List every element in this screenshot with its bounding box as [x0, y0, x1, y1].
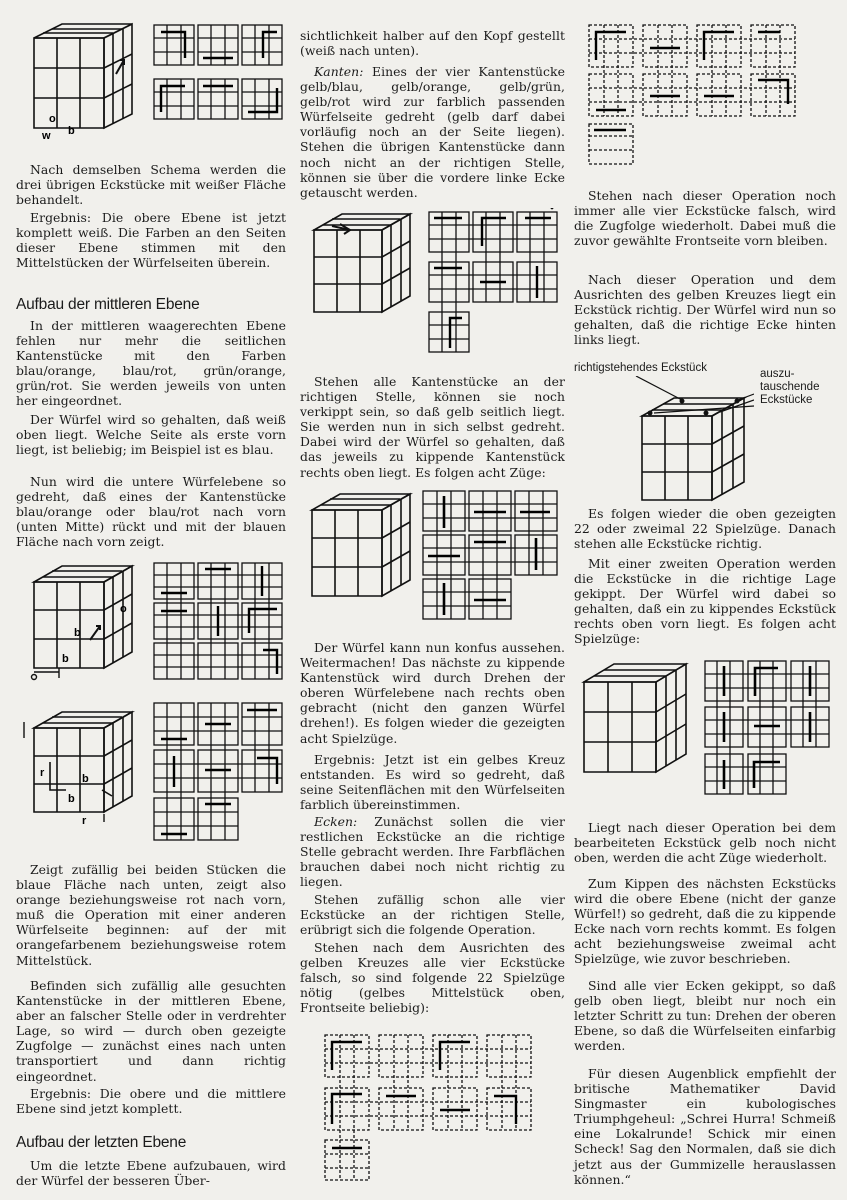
para-augenblick: Für diesen Augenblick empfiehlt der britische Mathematiker David Singmaster ein kubologisches Triumphgeheul: „Schrei Hurra! Schmeiß eine Lokalrunde! Schick mir einen Scheck! Sag den Normalen, daß sie dich jetzt aus der Gummizelle herauslassen können.“	[574, 1066, 836, 1187]
cube-illustration	[20, 702, 144, 826]
para-mittlere-3: Nun wird die untere Würfelebene so gedreht, daß eines der Kantenstücke blau/orange oder blau/rot nach vorn (unten Mitte) rückt und mit der blauen Fläche nach vorn zeigt.	[16, 474, 286, 550]
kanten-label: Kanten:	[314, 64, 364, 79]
move-grid	[704, 660, 834, 800]
para-befinden: Befinden sich zufällig alle gesuchten Kantenstücke in der mittleren Ebene, aber an falscher Stelle oder in verdrehter Lage, so wird — durch oben gezeigte Zugfolge — zunächst eines nach unten transportiert und dann richtig eingeordnet.	[16, 978, 286, 1084]
cube-illustration	[304, 488, 416, 606]
para-sichtlichkeit: sichtlichkeit halber auf den Kopf gestellt (weiß nach unten).	[300, 28, 565, 59]
label-o: o	[120, 603, 127, 615]
para-letzte: Um die letzte Ebene aufzubauen, wird der Würfel der besseren Über-	[16, 1158, 286, 1189]
para-ecken	[300, 814, 565, 889]
para-gelbes-kreuz: Ergebnis: Jetzt ist ein gelbes Kreuz entstanden. Es wird so gedreht, daß seine Seitenflächen mit den Würfelseiten farblich übereinstimmen.	[300, 752, 565, 813]
para-schema: Nach demselben Schema werden die drei übrigen Eckstücke mit weißer Fläche behandelt.	[16, 162, 286, 208]
para-folgen-wieder: Es folgen wieder die oben gezeigten 22 oder zweimal 22 Spielzüge. Danach stehen alle Eckstücke richtig.	[574, 506, 836, 552]
move-grid	[153, 562, 285, 682]
label-r: r	[82, 815, 87, 826]
column-right	[574, 0, 836, 1200]
para-22-zuege: Stehen nach dem Ausrichten des gelben Kreuzes alle vier Eckstücke falsch, so sind folgende 22 Spielzüge nötig (gelbes Mittelstück oben, Frontseite beliebig):	[300, 940, 565, 1016]
move-grid-22	[324, 1034, 538, 1184]
label-w: w	[42, 130, 51, 140]
label-b: b	[82, 773, 89, 785]
para-ergebnis-2: Ergebnis: Die obere und die mittlere Ebene sind jetzt komplett.	[16, 1086, 286, 1117]
move-grid	[153, 24, 285, 124]
figure-edge-swap	[300, 208, 565, 368]
figure-edge-flip	[300, 488, 565, 628]
move-grid	[428, 208, 562, 368]
para-konfus: Der Würfel kann nun konfus aussehen. Weitermachen! Das nächste zu kippende Kantenstück wird durch Drehen der oberen Würfelebene nach rechts oben gebracht (nicht den ganzen Würfel drehen!). Es folgen wieder die gezeigten acht Spielzüge.	[300, 640, 565, 746]
cube-illustration	[576, 660, 694, 782]
figure-middle-edge-2	[16, 702, 286, 852]
ecken-label: Ecken:	[314, 814, 358, 829]
move-grid-22-continued	[588, 24, 808, 166]
column-middle	[300, 0, 565, 1200]
para-zweite-operation: Mit einer zweiten Operation werden die Eckstücke in die richtige Lage gekippt. Der Würfel wird dabei so gehalten, daß ein zu kippendes Eckstück rechts oben vorn liegt. Es folgen acht Spielzüge:	[574, 556, 836, 647]
label-r: r	[40, 767, 45, 779]
para-ergebnis-1: Ergebnis: Die obere Ebene ist jetzt komplett weiß. Die Farben an den Seiten dieser Ebene stimmen mit den Mittelstücken der Würfelseiten überein.	[16, 210, 286, 271]
label-richtigstehendes-eckstueck: richtigstehendes Eckstück	[574, 362, 707, 374]
label-auszutauschende-3: Eckstücke	[760, 394, 813, 406]
para-mittlere-1: In der mittleren waagerechten Ebene fehlen nur mehr die seitlichen Kantenstücke mit den Farben blau/orange, blau/rot, grün/orange, grün/rot. Sie werden jeweils von unten her eingeordnet.	[16, 318, 286, 409]
cube-illustration	[24, 560, 139, 682]
para-zeigt: Zeigt zufällig bei beiden Stücken die blaue Fläche nach unten, zeigt also orange beziehungsweise rot nach vorn, muß die Operation mit einer anderen Würfelseite beginnen: auf der mit orangefarbenem beziehungsweise rotem Mittelstück.	[16, 862, 286, 968]
cube-illustration	[634, 376, 754, 504]
cube-illustration	[304, 208, 418, 322]
label-b: b	[74, 627, 81, 639]
para-kanten	[300, 64, 565, 200]
move-grid	[153, 702, 285, 848]
figure-corner-positions	[574, 362, 836, 502]
para-mittlere-2: Der Würfel wird so gehalten, daß weiß oben liegt. Welche Seite als erste vorn liegt, ist beliebig; im Beispiel ist es blau.	[16, 412, 286, 458]
label-b: b	[68, 125, 75, 137]
label-b: b	[68, 793, 75, 805]
kanten-text: Eines der vier Kantenstücke gelb/blau, gelb/orange, gelb/grün, gelb/rot wird zur farblich passenden Würfelseite gedreht (gelb darf dabei vorläufig noch an der Seite liegen). Stehen die übrigen Kantenstücke dann noch nicht an der richtigen Stelle, können sie über die vordere linke Ecke getauscht werden.	[300, 64, 565, 200]
figure-middle-edge-1	[16, 560, 286, 682]
para-liegt-nach: Liegt nach dieser Operation bei dem bearbeiteten Eckstück gelb noch nicht oben, werden die acht Züge wiederholt.	[574, 820, 836, 866]
heading-letzte-ebene: Aufbau der letzten Ebene	[16, 1134, 187, 1151]
label-auszutauschende-2: tauschende	[760, 381, 820, 393]
move-grid	[422, 490, 562, 624]
ecken-text: Zunächst sollen die vier restlichen Eckstücke an die richtige Stelle gebracht werden. Ihre Farbflächen brauchen dabei noch nicht richtig zu liegen.	[300, 814, 565, 890]
para-schon-richtig: Stehen zufällig schon alle vier Eckstücke an der richtigen Stelle, erübrigt sich die folgende Operation.	[300, 892, 565, 938]
column-left	[16, 0, 286, 1200]
label-b: b	[62, 653, 69, 665]
label-auszutauschende-1: auszu-	[760, 368, 795, 380]
label-o: o	[49, 113, 56, 125]
para-ausrichten: Nach dieser Operation und dem Ausrichten des gelben Kreuzes liegt ein Eckstück richtig. Der Würfel wird nun so gehalten, daß die richtige Ecke hinten links liegt.	[574, 272, 836, 348]
para-kippen: Zum Kippen des nächsten Eckstücks wird die obere Ebene (nicht der ganze Würfel!) so gedreht, daß die zu kippende Ecke nach vorn rechts kommt. Es folgen acht beziehungsweise zweimal acht Spielzüge, wie zuvor beschrieben.	[574, 876, 836, 967]
figure-corner-move	[16, 22, 286, 140]
figure-corner-twist	[574, 660, 836, 800]
para-sind-alle: Sind alle vier Ecken gekippt, so daß gelb oben liegt, bleibt nur noch ein letzter Schritt zu tun: Drehen der oberen Ebene, so daß die Würfelseiten einfarbig werden.	[574, 978, 836, 1054]
cube-illustration	[24, 22, 139, 140]
heading-mittlere-ebene: Aufbau der mittleren Ebene	[16, 296, 200, 313]
para-stehen-nach: Stehen nach dieser Operation noch immer alle vier Eckstücke falsch, wird die Zugfolge wiederholt. Dabei muß die zuvor gewählte Frontseite vorn bleiben.	[574, 188, 836, 249]
para-stehen-alle: Stehen alle Kantenstücke an der richtigen Stelle, können sie noch verkippt sein, so daß gelb seitlich liegt. Sie werden nun in sich selbst gedreht. Dabei wird der Würfel so gehalten, daß das jeweils zu kippende Kantenstück rechts oben liegt. Es folgen acht Züge:	[300, 374, 565, 480]
